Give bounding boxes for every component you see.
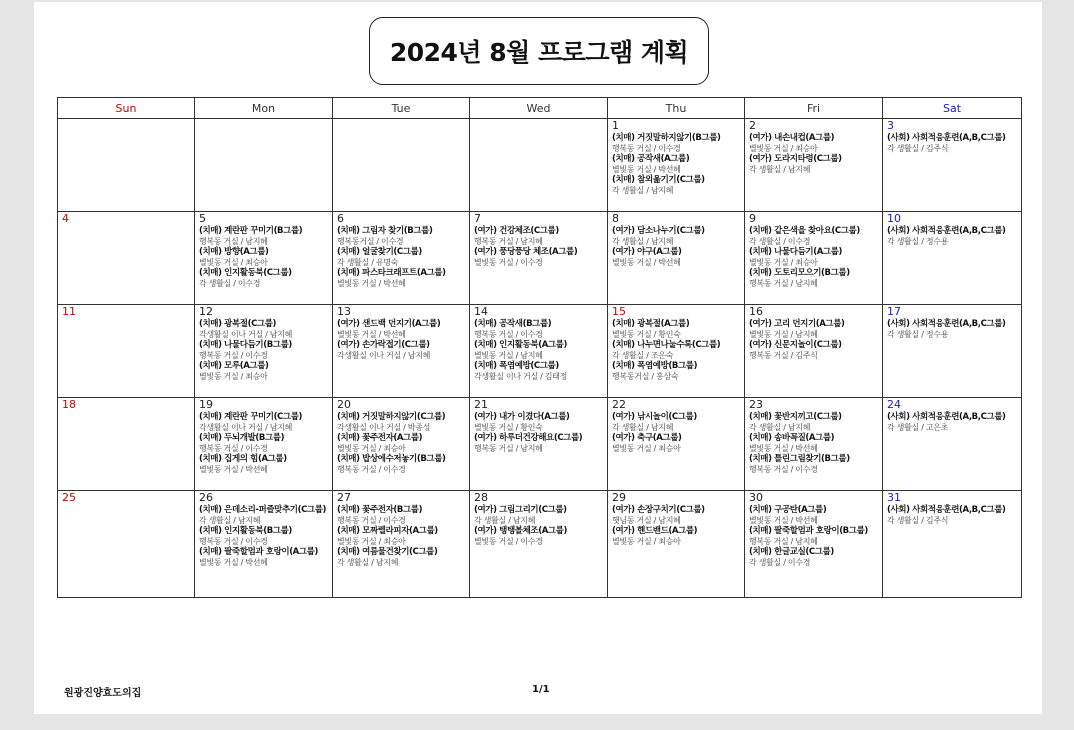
day-number: 31 xyxy=(887,491,901,504)
day-number: 12 xyxy=(199,305,213,318)
event-location: 각 생활실 / 남지혜 xyxy=(612,236,674,246)
day-cell xyxy=(745,491,883,598)
event-location: 각생활실 이나 거실 / 남지혜 xyxy=(199,422,293,432)
event-title: (치매) 계란판 꾸미기(C그룹) xyxy=(199,412,303,422)
event-title: (치매) 모짜렐라피자(A그룹) xyxy=(337,526,438,536)
event-location: 각생활실 이나 거실 / 남지혜 xyxy=(199,329,293,339)
day-cell xyxy=(58,305,195,398)
event-location: 별빛동 거실 / 남지혜 xyxy=(749,329,818,339)
day-number: 10 xyxy=(887,212,901,225)
day-number: 19 xyxy=(199,398,213,411)
event-location: 별빛동 거실 / 박선혜 xyxy=(612,257,681,267)
event-title: (여가) 신문지놀이(C그룹) xyxy=(749,340,842,350)
event-location: 행복동 거실 / 이수경 xyxy=(612,143,681,153)
event-location: 행복동 거실 / 남지혜 xyxy=(474,443,543,453)
day-number: 17 xyxy=(887,305,901,318)
weekday-sun: Sun xyxy=(58,98,195,119)
day-cell xyxy=(608,491,745,598)
day-number: 11 xyxy=(62,305,76,318)
day-number: 7 xyxy=(474,212,481,225)
event-title: (치매) 폭염예방(B그룹) xyxy=(612,361,698,371)
event-title: (치매) 거짓말하지않기(B그룹) xyxy=(612,133,721,143)
day-cell xyxy=(333,212,470,305)
event-location: 행복동 거실 / 김주식 xyxy=(749,350,818,360)
day-number: 22 xyxy=(612,398,626,411)
event-title: (사회) 사회적응훈련(A,B,C그룹) xyxy=(887,319,1006,329)
day-cell xyxy=(195,398,333,491)
event-location: 별빛동 거실 / 이수경 xyxy=(474,536,543,546)
day-cell xyxy=(745,212,883,305)
event-location: 행복동 거실 / 이수경 xyxy=(199,350,268,360)
day-cell xyxy=(333,119,470,212)
day-cell xyxy=(470,212,608,305)
day-number: 1 xyxy=(612,119,619,132)
event-location: 각 생활실 / 남지혜 xyxy=(749,422,811,432)
event-location: 행복동거실 / 이수경 xyxy=(337,236,404,246)
event-location: 별빛동 거실 / 박선혜 xyxy=(749,515,818,525)
day-cell xyxy=(883,119,1022,212)
event-title: (치매) 틀린그림찾기(B그룹) xyxy=(749,454,850,464)
day-number: 20 xyxy=(337,398,351,411)
event-title: (치매) 송바꼭질(A그룹) xyxy=(749,433,835,443)
event-title: (치매) 인지활동북(A그룹) xyxy=(474,340,567,350)
event-title: (치매) 두뇌개발(B그룹) xyxy=(199,433,285,443)
event-title: (치매) 나물다듬기(A그룹) xyxy=(749,247,842,257)
page-title: 2024년 8월 프로그램 계획 xyxy=(389,38,689,67)
event-title: (여가) 야구(A그룹) xyxy=(612,247,682,257)
day-cell xyxy=(470,398,608,491)
event-title: (여가) 낚시놀이(C그룹) xyxy=(612,412,697,422)
week-row xyxy=(58,491,1022,598)
event-title: (치매) 꽃주전자(A그룹) xyxy=(337,433,423,443)
event-title: (치매) 광복절(C그룹) xyxy=(199,319,277,329)
calendar-table xyxy=(57,97,1022,598)
event-title: (치매) 공작새(A그룹) xyxy=(612,154,690,164)
event-location: 각 생활실 / 이수경 xyxy=(199,278,261,288)
event-title: (여가) 탱탱볼체조(A그룹) xyxy=(474,526,567,536)
day-number: 28 xyxy=(474,491,488,504)
day-cell xyxy=(883,398,1022,491)
event-location: 각 생활실 / 남지혜 xyxy=(749,164,811,174)
day-cell xyxy=(195,119,333,212)
event-location: 별빛동 거실 / 남지혜 xyxy=(474,350,543,360)
day-number: 24 xyxy=(887,398,901,411)
event-location: 각 생활실 / 남지혜 xyxy=(474,515,536,525)
event-location: 별빛동 거실 / 황인숙 xyxy=(474,422,543,432)
event-title: (치매) 광복절(A그룹) xyxy=(612,319,690,329)
day-cell xyxy=(608,119,745,212)
day-cell xyxy=(58,398,195,491)
event-title: (여가) 그림그리기(C그룹) xyxy=(474,505,567,515)
event-location: 별빛동 거실 / 최승아 xyxy=(199,371,268,381)
event-location: 각 생활실 / 유명숙 xyxy=(337,257,399,267)
event-title: (치매) 그림자 찾기(B그룹) xyxy=(337,226,433,236)
event-title: (치매) 모루(A그룹) xyxy=(199,361,269,371)
event-location: 각생활실 이나 거실 / 박종성 xyxy=(337,422,431,432)
event-title: (치매) 구공탄(A그룹) xyxy=(749,505,827,515)
event-location: 행복동 거실 / 이수경 xyxy=(337,464,406,474)
weekday-tue: Tue xyxy=(333,98,470,119)
event-location: 각 생활실 / 김주식 xyxy=(887,515,949,525)
footer-organization: 원광진양효도의집 xyxy=(64,688,142,699)
event-title: (치매) 밥상에수저놓기(B그룹) xyxy=(337,454,446,464)
day-cell xyxy=(58,119,195,212)
event-title: (여가) 축구(A그룹) xyxy=(612,433,682,443)
event-title: (여가) 고리 던지기(A그룹) xyxy=(749,319,845,329)
weekday-header-row xyxy=(58,98,1022,119)
event-location: 별빛동 거실 / 최승아 xyxy=(337,443,406,453)
document-page xyxy=(34,2,1042,714)
event-location: 각 생활실 / 정수용 xyxy=(887,236,949,246)
event-location: 각생활실 이나 거실 / 남지혜 xyxy=(337,350,431,360)
event-location: 별빛동 거실 / 박선혜 xyxy=(337,329,406,339)
event-location: 각 생활실 / 남지혜 xyxy=(337,557,399,567)
event-title: (사회) 사회적응훈련(A,B,C그룹) xyxy=(887,412,1006,422)
event-title: (치매) 폭염예방(C그룹) xyxy=(474,361,559,371)
day-cell xyxy=(608,305,745,398)
day-number: 6 xyxy=(337,212,344,225)
day-cell xyxy=(333,305,470,398)
event-title: (여가) 담소나누기(C그룹) xyxy=(612,226,705,236)
week-row xyxy=(58,119,1022,212)
event-location: 별빛동 거실 / 최승아 xyxy=(337,536,406,546)
event-title: (치매) 나누면나눌수록(C그룹) xyxy=(612,340,721,350)
day-cell xyxy=(195,212,333,305)
event-location: 행복동 거실 / 남지혜 xyxy=(749,278,818,288)
event-location: 행복동 거실 / 남지혜 xyxy=(749,536,818,546)
footer-page-number: 1/1 xyxy=(532,684,550,695)
event-location: 별빛동 거실 / 박선혜 xyxy=(612,164,681,174)
event-title: (치매) 거짓말하지않기(C그룹) xyxy=(337,412,446,422)
day-cell xyxy=(470,119,608,212)
day-number: 21 xyxy=(474,398,488,411)
event-title: (치매) 계란판 꾸미기(B그룹) xyxy=(199,226,303,236)
day-number: 9 xyxy=(749,212,756,225)
event-location: 별빛동 거실 / 이수경 xyxy=(474,257,543,267)
event-location: 별빛동 거실 / 황인숙 xyxy=(612,329,681,339)
day-cell xyxy=(58,491,195,598)
event-location: 각 생활실 / 김주식 xyxy=(887,143,949,153)
day-number: 18 xyxy=(62,398,76,411)
day-cell xyxy=(58,212,195,305)
event-location: 각 생활실 / 조은숙 xyxy=(612,350,674,360)
event-title: (치매) 인지활동북(B그룹) xyxy=(199,526,292,536)
day-cell xyxy=(195,491,333,598)
week-row xyxy=(58,305,1022,398)
event-location: 별빛동 거실 / 최승아 xyxy=(612,443,681,453)
day-cell xyxy=(608,212,745,305)
event-location: 별빛동 거실 / 박선혜 xyxy=(749,443,818,453)
event-title: (여가) 내손내컵(A그룹) xyxy=(749,133,835,143)
event-title: (치매) 팔죽할멈과 호랑이(B그룹) xyxy=(749,526,868,536)
weekday-mon: Mon xyxy=(195,98,333,119)
day-number: 26 xyxy=(199,491,213,504)
event-title: (치매) 같은색을 찾아요(C그룹) xyxy=(749,226,860,236)
event-title: (치매) 인지활동북(C그룹) xyxy=(199,268,292,278)
day-number: 15 xyxy=(612,305,626,318)
event-title: (치매) 공작새(B그룹) xyxy=(474,319,552,329)
day-cell xyxy=(608,398,745,491)
day-number: 30 xyxy=(749,491,763,504)
event-location: 햇님동 거실 / 남지혜 xyxy=(612,515,681,525)
day-number: 16 xyxy=(749,305,763,318)
event-location: 행복동거실 / 홍삼숙 xyxy=(612,371,679,381)
event-title: (여가) 핸드밴드(A그룹) xyxy=(612,526,698,536)
event-location: 각 생활실 / 정수용 xyxy=(887,329,949,339)
event-location: 별빛동 거실 / 최승아 xyxy=(199,257,268,267)
event-location: 각 생활실 / 남지혜 xyxy=(612,185,674,195)
event-location: 각 생활실 / 남지혜 xyxy=(612,422,674,432)
event-location: 각 생활실 / 이수경 xyxy=(749,236,811,246)
weekday-wed: Wed xyxy=(470,98,608,119)
event-location: 행복동 거실 / 이수경 xyxy=(749,464,818,474)
day-number: 25 xyxy=(62,491,76,504)
week-row xyxy=(58,212,1022,305)
event-location: 별빛동 거실 / 최승아 xyxy=(749,143,818,153)
day-cell xyxy=(883,305,1022,398)
event-title: (여가) 도라지타령(C그룹) xyxy=(749,154,842,164)
title-box xyxy=(369,17,709,85)
day-number: 4 xyxy=(62,212,69,225)
event-title: (여가) 풍당풍당 체조(A그룹) xyxy=(474,247,578,257)
day-cell xyxy=(470,491,608,598)
day-number: 2 xyxy=(749,119,756,132)
event-title: (사회) 사회적응훈련(A,B,C그룹) xyxy=(887,226,1006,236)
day-number: 29 xyxy=(612,491,626,504)
event-location: 행복동 거실 / 이수경 xyxy=(199,443,268,453)
weekday-sat: Sat xyxy=(883,98,1022,119)
event-title: (사회) 사회적응훈련(A,B,C그룹) xyxy=(887,133,1006,143)
event-location: 별빛동 거실 / 박선혜 xyxy=(337,278,406,288)
event-title: (치매) 파스타크래프트(A그룹) xyxy=(337,268,446,278)
day-number: 14 xyxy=(474,305,488,318)
event-location: 행복동 거실 / 이수경 xyxy=(199,536,268,546)
day-cell xyxy=(195,305,333,398)
event-title: (치매) 얼굴찾기(C그룹) xyxy=(337,247,422,257)
day-cell xyxy=(883,491,1022,598)
week-row xyxy=(58,398,1022,491)
event-location: 행복동 거실 / 남지혜 xyxy=(199,236,268,246)
weekday-fri: Fri xyxy=(745,98,883,119)
event-location: 별빛동 거실 / 최승아 xyxy=(612,536,681,546)
event-location: 각 생활실 / 이수경 xyxy=(749,557,811,567)
event-title: (치매) 방향(A그룹) xyxy=(199,247,269,257)
event-title: (치매) 집게의 힘(A그룹) xyxy=(199,454,287,464)
event-title: (여가) 건강체조(C그룹) xyxy=(474,226,559,236)
day-cell xyxy=(745,119,883,212)
day-number: 23 xyxy=(749,398,763,411)
event-title: (여가) 손장구치기(C그룹) xyxy=(612,505,705,515)
event-title: (여가) 샌드백 던지기(A그룹) xyxy=(337,319,441,329)
event-location: 각생활실 이나 거실 / 김태정 xyxy=(474,371,568,381)
event-title: (여가) 손가락접기(C그룹) xyxy=(337,340,430,350)
event-location: 별빛동 거실 / 박선혜 xyxy=(199,464,268,474)
event-title: (치매) 꽃주전자(B그룹) xyxy=(337,505,423,515)
event-location: 별빛동 거실 / 박선혜 xyxy=(199,557,268,567)
event-location: 행복동 거실 / 남지혜 xyxy=(474,236,543,246)
event-title: (치매) 꽃반지끼고(C그룹) xyxy=(749,412,842,422)
event-title: (치매) 나물다듬기(B그룹) xyxy=(199,340,292,350)
event-title: (치매) 은데소리-퍼즐맞추기(C그룹) xyxy=(199,505,327,515)
event-title: (치매) 참외옮기기(C그룹) xyxy=(612,175,705,185)
day-cell xyxy=(745,305,883,398)
event-title: (치매) 도토리모으기(B그룹) xyxy=(749,268,850,278)
weekday-thu: Thu xyxy=(608,98,745,119)
event-location: 행복동 거실 / 이수경 xyxy=(337,515,406,525)
day-cell xyxy=(745,398,883,491)
day-number: 3 xyxy=(887,119,894,132)
day-cell xyxy=(333,398,470,491)
event-location: 각 생활실 / 고은초 xyxy=(887,422,949,432)
event-title: (치매) 팔죽할멈과 호랑이(A그룹) xyxy=(199,547,318,557)
event-title: (여가) 하루더건강해요(C그룹) xyxy=(474,433,583,443)
event-title: (치매) 한글교실(C그룹) xyxy=(749,547,834,557)
day-number: 13 xyxy=(337,305,351,318)
day-cell xyxy=(333,491,470,598)
day-number: 5 xyxy=(199,212,206,225)
event-location: 각 생활실 / 남지혜 xyxy=(199,515,261,525)
event-title: (여가) 내가 이겼다(A그룹) xyxy=(474,412,570,422)
day-cell xyxy=(470,305,608,398)
event-location: 별빛동 거실 / 최승아 xyxy=(749,257,818,267)
event-title: (치매) 여름물건찾기(C그룹) xyxy=(337,547,438,557)
event-location: 행복동 거실 / 이수경 xyxy=(474,329,543,339)
day-cell xyxy=(883,212,1022,305)
event-title: (사회) 사회적응훈련(A,B,C그룹) xyxy=(887,505,1006,515)
day-number: 8 xyxy=(612,212,619,225)
day-number: 27 xyxy=(337,491,351,504)
